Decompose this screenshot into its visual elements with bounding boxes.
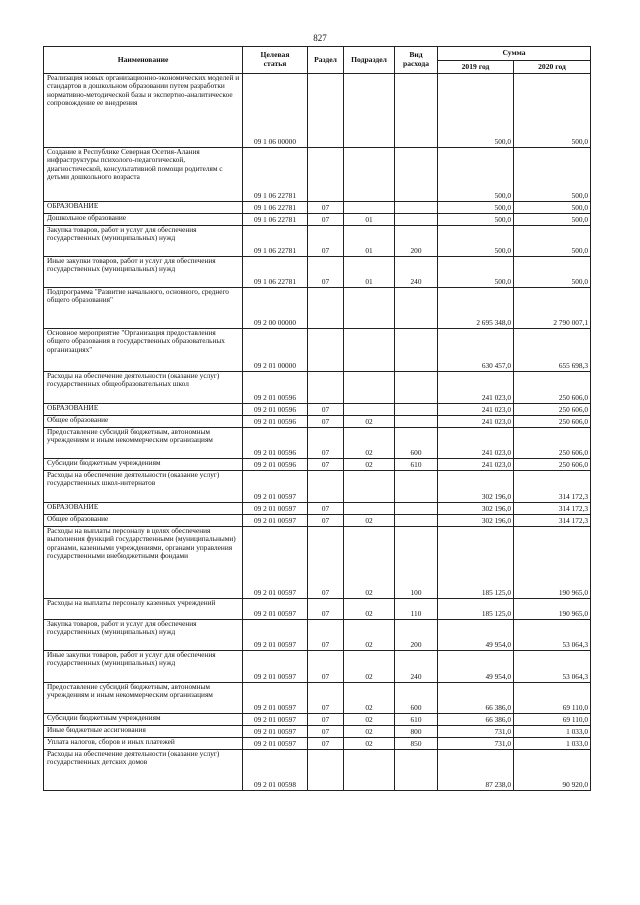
table-row bbox=[44, 372, 591, 404]
row-section bbox=[308, 372, 344, 404]
row-subsection: 02 bbox=[344, 683, 395, 714]
row-code: 09 2 01 00598 bbox=[243, 750, 308, 791]
row-code: 09 2 01 00000 bbox=[243, 329, 308, 372]
row-type: 240 bbox=[395, 651, 438, 683]
row-sum-2020: 1 033,0 bbox=[514, 738, 591, 750]
row-section: 07 bbox=[308, 226, 344, 257]
row-name: Субсидии бюджетным учреждениям bbox=[44, 714, 243, 726]
row-type bbox=[395, 471, 438, 503]
table-row bbox=[44, 459, 591, 471]
row-section: 07 bbox=[308, 515, 344, 527]
row-sum-2019: 630 457,0 bbox=[438, 329, 514, 372]
row-code: 09 2 01 00597 bbox=[243, 503, 308, 515]
row-subsection: 02 bbox=[344, 416, 395, 428]
row-sum-2020: 190 965,0 bbox=[514, 527, 591, 599]
row-subsection bbox=[344, 372, 395, 404]
row-name: Расходы на обеспечение деятельности (оказание услуг) государственных общеобразовательных школ bbox=[44, 372, 243, 404]
row-code: 09 2 01 00597 bbox=[243, 714, 308, 726]
row-sum-2020: 250 606,0 bbox=[514, 404, 591, 416]
row-section: 07 bbox=[308, 257, 344, 288]
row-subsection: 02 bbox=[344, 515, 395, 527]
row-sum-2019: 500,0 bbox=[438, 202, 514, 214]
row-name: Общее образование bbox=[44, 416, 243, 428]
header-type bbox=[395, 47, 438, 74]
table-row bbox=[44, 750, 591, 791]
row-name: Уплата налогов, сборов и иных платежей bbox=[44, 738, 243, 750]
row-section: 07 bbox=[308, 404, 344, 416]
row-code: 09 2 01 00597 bbox=[243, 471, 308, 503]
row-name: Иные закупки товаров, работ и услуг для обеспечения государственных (муниципальных) нужд bbox=[44, 651, 243, 683]
row-type bbox=[395, 214, 438, 226]
row-code: 09 1 06 22781 bbox=[243, 226, 308, 257]
row-subsection bbox=[344, 404, 395, 416]
table-row bbox=[44, 515, 591, 527]
table-row bbox=[44, 288, 591, 329]
table-row bbox=[44, 599, 591, 620]
header-target-line1: Целевая bbox=[260, 50, 290, 60]
row-name: Расходы на выплаты персоналу в целях обеспечения выполнения функций государственными (муниципальными) органами, казенными учреждениями, органами управления государственными внебюджетными фондами bbox=[44, 527, 243, 599]
row-section: 07 bbox=[308, 738, 344, 750]
table-row bbox=[44, 404, 591, 416]
table-row bbox=[44, 714, 591, 726]
row-type: 200 bbox=[395, 226, 438, 257]
row-name: Предоставление субсидий бюджетным, автономным учреждениям и иным некоммерческим организациям bbox=[44, 428, 243, 459]
row-sum-2020: 500,0 bbox=[514, 202, 591, 214]
row-sum-2020: 500,0 bbox=[514, 74, 591, 148]
row-name: ОБРАЗОВАНИЕ bbox=[44, 404, 243, 416]
row-sum-2019: 49 954,0 bbox=[438, 651, 514, 683]
row-sum-2019: 241 023,0 bbox=[438, 416, 514, 428]
row-code: 09 1 06 00000 bbox=[243, 74, 308, 148]
row-name: Закупка товаров, работ и услуг для обеспечения государственных (муниципальных) нужд bbox=[44, 226, 243, 257]
row-subsection bbox=[344, 471, 395, 503]
row-code: 09 2 01 00597 bbox=[243, 726, 308, 738]
header-type-line2: расхода bbox=[402, 59, 429, 68]
row-section: 07 bbox=[308, 714, 344, 726]
row-name: Расходы на обеспечение деятельности (оказание услуг) государственных детских домов bbox=[44, 750, 243, 791]
row-sum-2020: 69 110,0 bbox=[514, 683, 591, 714]
row-sum-2020: 314 172,3 bbox=[514, 471, 591, 503]
row-type: 600 bbox=[395, 428, 438, 459]
row-type bbox=[395, 329, 438, 372]
row-section: 07 bbox=[308, 651, 344, 683]
row-type: 240 bbox=[395, 257, 438, 288]
row-sum-2019: 241 023,0 bbox=[438, 372, 514, 404]
table-row bbox=[44, 503, 591, 515]
row-subsection bbox=[344, 148, 395, 202]
table-row bbox=[44, 202, 591, 214]
row-name: Предоставление субсидий бюджетным, автономным учреждениям и иным некоммерческим организациям bbox=[44, 683, 243, 714]
row-section bbox=[308, 148, 344, 202]
row-subsection: 02 bbox=[344, 714, 395, 726]
row-name: ОБРАЗОВАНИЕ bbox=[44, 202, 243, 214]
row-type bbox=[395, 750, 438, 791]
table-row bbox=[44, 416, 591, 428]
row-code: 09 2 01 00596 bbox=[243, 428, 308, 459]
row-section: 07 bbox=[308, 459, 344, 471]
row-sum-2020: 190 965,0 bbox=[514, 599, 591, 620]
header-subsection: Подраздел bbox=[344, 47, 395, 74]
row-name: ОБРАЗОВАНИЕ bbox=[44, 503, 243, 515]
row-section bbox=[308, 750, 344, 791]
row-sum-2020: 500,0 bbox=[514, 214, 591, 226]
table-row bbox=[44, 527, 591, 599]
table-row bbox=[44, 683, 591, 714]
row-code: 09 2 01 00597 bbox=[243, 620, 308, 651]
row-type bbox=[395, 404, 438, 416]
row-sum-2020: 500,0 bbox=[514, 226, 591, 257]
row-section: 07 bbox=[308, 683, 344, 714]
row-type: 800 bbox=[395, 726, 438, 738]
header-target-line2: статья bbox=[263, 59, 287, 68]
table-row bbox=[44, 726, 591, 738]
row-sum-2019: 500,0 bbox=[438, 226, 514, 257]
row-subsection: 01 bbox=[344, 226, 395, 257]
row-type bbox=[395, 416, 438, 428]
row-subsection: 01 bbox=[344, 257, 395, 288]
table-row bbox=[44, 214, 591, 226]
row-sum-2020: 53 064,3 bbox=[514, 620, 591, 651]
row-subsection: 01 bbox=[344, 214, 395, 226]
row-type: 850 bbox=[395, 738, 438, 750]
row-sum-2019: 500,0 bbox=[438, 214, 514, 226]
row-sum-2019: 66 386,0 bbox=[438, 683, 514, 714]
row-sum-2019: 302 196,0 bbox=[438, 503, 514, 515]
row-section: 07 bbox=[308, 503, 344, 515]
row-subsection: 02 bbox=[344, 620, 395, 651]
row-name: Создание в Республике Северная Осетия-Алания инфраструктуры психолого-педагогической, диагностической, консультативной помощи родителям с детьми дошкольного возраста bbox=[44, 148, 243, 202]
row-name: Подпрограмма "Развитие начального, основного, среднего общего образования" bbox=[44, 288, 243, 329]
row-sum-2020: 1 033,0 bbox=[514, 726, 591, 738]
row-sum-2019: 185 125,0 bbox=[438, 599, 514, 620]
row-section: 07 bbox=[308, 620, 344, 651]
row-code: 09 2 01 00596 bbox=[243, 372, 308, 404]
row-section: 07 bbox=[308, 599, 344, 620]
row-subsection bbox=[344, 202, 395, 214]
row-section bbox=[308, 329, 344, 372]
row-sum-2020: 655 698,3 bbox=[514, 329, 591, 372]
table-row bbox=[44, 148, 591, 202]
row-type bbox=[395, 148, 438, 202]
row-type: 610 bbox=[395, 714, 438, 726]
row-code: 09 2 01 00597 bbox=[243, 738, 308, 750]
row-subsection bbox=[344, 288, 395, 329]
row-sum-2019: 49 954,0 bbox=[438, 620, 514, 651]
row-sum-2020: 500,0 bbox=[514, 148, 591, 202]
row-type bbox=[395, 503, 438, 515]
row-sum-2019: 500,0 bbox=[438, 74, 514, 148]
row-subsection bbox=[344, 329, 395, 372]
row-sum-2019: 66 386,0 bbox=[438, 714, 514, 726]
row-name: Закупка товаров, работ и услуг для обеспечения государственных (муниципальных) нужд bbox=[44, 620, 243, 651]
table-row bbox=[44, 329, 591, 372]
row-sum-2019: 2 695 348,0 bbox=[438, 288, 514, 329]
row-sum-2019: 731,0 bbox=[438, 738, 514, 750]
header-name: Наименование bbox=[44, 47, 243, 74]
table-row bbox=[44, 471, 591, 503]
table-row bbox=[44, 74, 591, 148]
row-subsection bbox=[344, 74, 395, 148]
header-year-2019: 2019 год bbox=[438, 61, 514, 74]
table-row bbox=[44, 428, 591, 459]
row-code: 09 2 01 00597 bbox=[243, 515, 308, 527]
row-type bbox=[395, 515, 438, 527]
row-section: 07 bbox=[308, 416, 344, 428]
row-subsection bbox=[344, 503, 395, 515]
row-code: 09 1 06 22781 bbox=[243, 148, 308, 202]
page-number: 827 bbox=[313, 33, 327, 43]
row-sum-2020: 250 606,0 bbox=[514, 428, 591, 459]
row-name: Реализация новых организационно-экономических моделей и стандартов в дошкольном образовании путем разработки нормативно-методической базы и экспертно-аналитическое сопровождение ее внедрения bbox=[44, 74, 243, 148]
row-sum-2020: 90 920,0 bbox=[514, 750, 591, 791]
row-code: 09 1 06 22781 bbox=[243, 214, 308, 226]
row-sum-2020: 500,0 bbox=[514, 257, 591, 288]
row-section bbox=[308, 288, 344, 329]
table-row bbox=[44, 620, 591, 651]
row-code: 09 2 00 00000 bbox=[243, 288, 308, 329]
row-sum-2020: 250 606,0 bbox=[514, 459, 591, 471]
row-section bbox=[308, 471, 344, 503]
row-sum-2020: 314 172,3 bbox=[514, 503, 591, 515]
row-section: 07 bbox=[308, 726, 344, 738]
row-type bbox=[395, 288, 438, 329]
row-code: 09 2 01 00596 bbox=[243, 416, 308, 428]
row-type: 110 bbox=[395, 599, 438, 620]
header-type-line1: Вид bbox=[409, 50, 423, 60]
table-row bbox=[44, 257, 591, 288]
row-name: Иные бюджетные ассигнования bbox=[44, 726, 243, 738]
row-subsection: 02 bbox=[344, 599, 395, 620]
table-header bbox=[44, 47, 591, 74]
row-sum-2019: 731,0 bbox=[438, 726, 514, 738]
row-type: 100 bbox=[395, 527, 438, 599]
header-sum: Сумма bbox=[438, 47, 591, 61]
row-code: 09 2 01 00597 bbox=[243, 527, 308, 599]
row-section: 07 bbox=[308, 428, 344, 459]
row-section bbox=[308, 74, 344, 148]
row-subsection: 02 bbox=[344, 527, 395, 599]
table-body bbox=[44, 74, 591, 791]
header-section: Раздел bbox=[308, 47, 344, 74]
row-sum-2020: 250 606,0 bbox=[514, 416, 591, 428]
row-section: 07 bbox=[308, 527, 344, 599]
row-code: 09 1 06 22781 bbox=[243, 202, 308, 214]
row-name: Субсидии бюджетным учреждениям bbox=[44, 459, 243, 471]
table-row bbox=[44, 226, 591, 257]
row-sum-2020: 69 110,0 bbox=[514, 714, 591, 726]
row-code: 09 2 01 00596 bbox=[243, 404, 308, 416]
table-row bbox=[44, 738, 591, 750]
row-sum-2019: 241 023,0 bbox=[438, 428, 514, 459]
row-name: Общее образование bbox=[44, 515, 243, 527]
table-row bbox=[44, 651, 591, 683]
row-name: Иные закупки товаров, работ и услуг для обеспечения государственных (муниципальных) нужд bbox=[44, 257, 243, 288]
row-type: 600 bbox=[395, 683, 438, 714]
row-subsection: 02 bbox=[344, 738, 395, 750]
row-code: 09 1 06 22781 bbox=[243, 257, 308, 288]
row-sum-2019: 500,0 bbox=[438, 148, 514, 202]
row-sum-2020: 53 064,3 bbox=[514, 651, 591, 683]
row-type: 200 bbox=[395, 620, 438, 651]
row-type bbox=[395, 202, 438, 214]
row-sum-2020: 250 606,0 bbox=[514, 372, 591, 404]
row-section: 07 bbox=[308, 214, 344, 226]
row-sum-2019: 87 238,0 bbox=[438, 750, 514, 791]
row-code: 09 2 01 00596 bbox=[243, 459, 308, 471]
row-code: 09 2 01 00597 bbox=[243, 683, 308, 714]
row-subsection: 02 bbox=[344, 459, 395, 471]
header-year-2020: 2020 год bbox=[514, 61, 591, 74]
budget-table bbox=[43, 46, 591, 791]
row-sum-2019: 500,0 bbox=[438, 257, 514, 288]
row-type bbox=[395, 74, 438, 148]
row-sum-2020: 2 790 007,1 bbox=[514, 288, 591, 329]
row-sum-2019: 302 196,0 bbox=[438, 515, 514, 527]
row-subsection bbox=[344, 750, 395, 791]
row-sum-2019: 241 023,0 bbox=[438, 459, 514, 471]
row-name: Расходы на обеспечение деятельности (оказание услуг) государственных школ-интернатов bbox=[44, 471, 243, 503]
row-sum-2019: 241 023,0 bbox=[438, 404, 514, 416]
row-type: 610 bbox=[395, 459, 438, 471]
row-sum-2019: 185 125,0 bbox=[438, 527, 514, 599]
row-type bbox=[395, 372, 438, 404]
row-section: 07 bbox=[308, 202, 344, 214]
row-subsection: 02 bbox=[344, 726, 395, 738]
row-sum-2019: 302 196,0 bbox=[438, 471, 514, 503]
row-name: Основное мероприятие "Организация предоставления общего образования в государственных образовательных организациях" bbox=[44, 329, 243, 372]
header-target bbox=[243, 47, 308, 74]
row-name: Дошкольное образование bbox=[44, 214, 243, 226]
row-subsection: 02 bbox=[344, 651, 395, 683]
row-name: Расходы на выплаты персоналу казенных учреждений bbox=[44, 599, 243, 620]
row-code: 09 2 01 00597 bbox=[243, 599, 308, 620]
row-subsection: 02 bbox=[344, 428, 395, 459]
row-sum-2020: 314 172,3 bbox=[514, 515, 591, 527]
row-code: 09 2 01 00597 bbox=[243, 651, 308, 683]
